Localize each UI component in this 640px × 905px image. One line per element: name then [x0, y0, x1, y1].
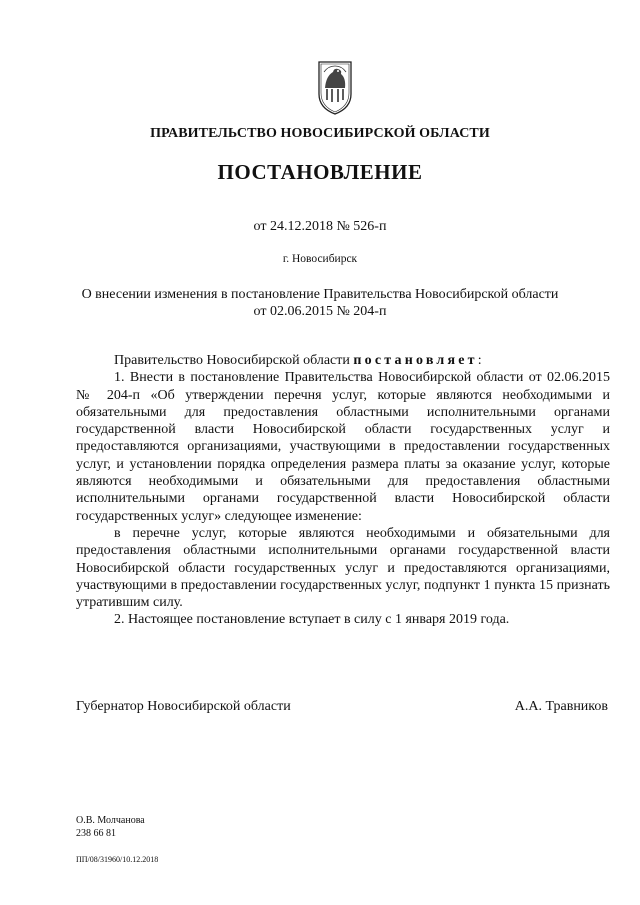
organization-title: ПРАВИТЕЛЬСТВО НОВОСИБИРСКОЙ ОБЛАСТИ — [150, 126, 490, 141]
executor-name: О.В. Молчанова — [76, 815, 145, 826]
document-subject — [70, 286, 570, 320]
document-type: ПОСТАНОВЛЕНИЕ — [217, 160, 423, 184]
city: г. Новосибирск — [282, 253, 358, 265]
date-number: от 24.12.2018 № 526-п — [253, 219, 387, 234]
subject-line-2: от 02.06.2015 № 204-п — [253, 304, 387, 319]
executor-block — [76, 814, 145, 840]
subject-line-1: О внесении изменения в постановление Правительства Новосибирской области — [81, 287, 559, 302]
document-code: ПП/08/31960/10.12.2018 — [76, 855, 159, 864]
item-2: 2. Настоящее постановление вступает в силу с 1 января 2019 года. — [114, 612, 510, 628]
intro-prefix: Правительство Новосибирской области — [114, 353, 354, 368]
intro-verb: постановляет — [353, 353, 478, 368]
signatory-position: Губернатор Новосибирской области — [76, 699, 291, 714]
executor-phone: 238 66 81 — [76, 828, 116, 839]
signatory-name: А.А. Травников — [514, 699, 608, 714]
intro-paragraph — [76, 352, 610, 369]
item-1-change: в перечне услуг, которые являются необходимыми и обязательными для предоставления областными исполнительными органами государственной власти Новосибирской области государственных услуг и предоставляются организациями, участвующими в предоставлении государственных услуг, подпункт 1 пункта 15 признать утратившим силу. — [76, 525, 610, 611]
coat-of-arms-icon — [316, 58, 354, 116]
document-body — [76, 352, 610, 629]
item-1: 1. Внести в постановление Правительства Новосибирской области от 02.06.2015 № 204-п «Об утверждении перечня услуг, которые являются необходимыми и обязательными для предоставления областными исполнительными органами государственной власти Новосибирской области государственных услуг и предоставляются организациями, участвующими в предоставлении государственных услуг, и установлении порядка определения размера платы за оказание услуг, которые являются необходимыми и обязательными для предоставления областными исполнительными органами государственной власти Новосибирской области государственных услуг» следующее изменение: — [76, 370, 610, 524]
intro-suffix: : — [477, 353, 482, 368]
